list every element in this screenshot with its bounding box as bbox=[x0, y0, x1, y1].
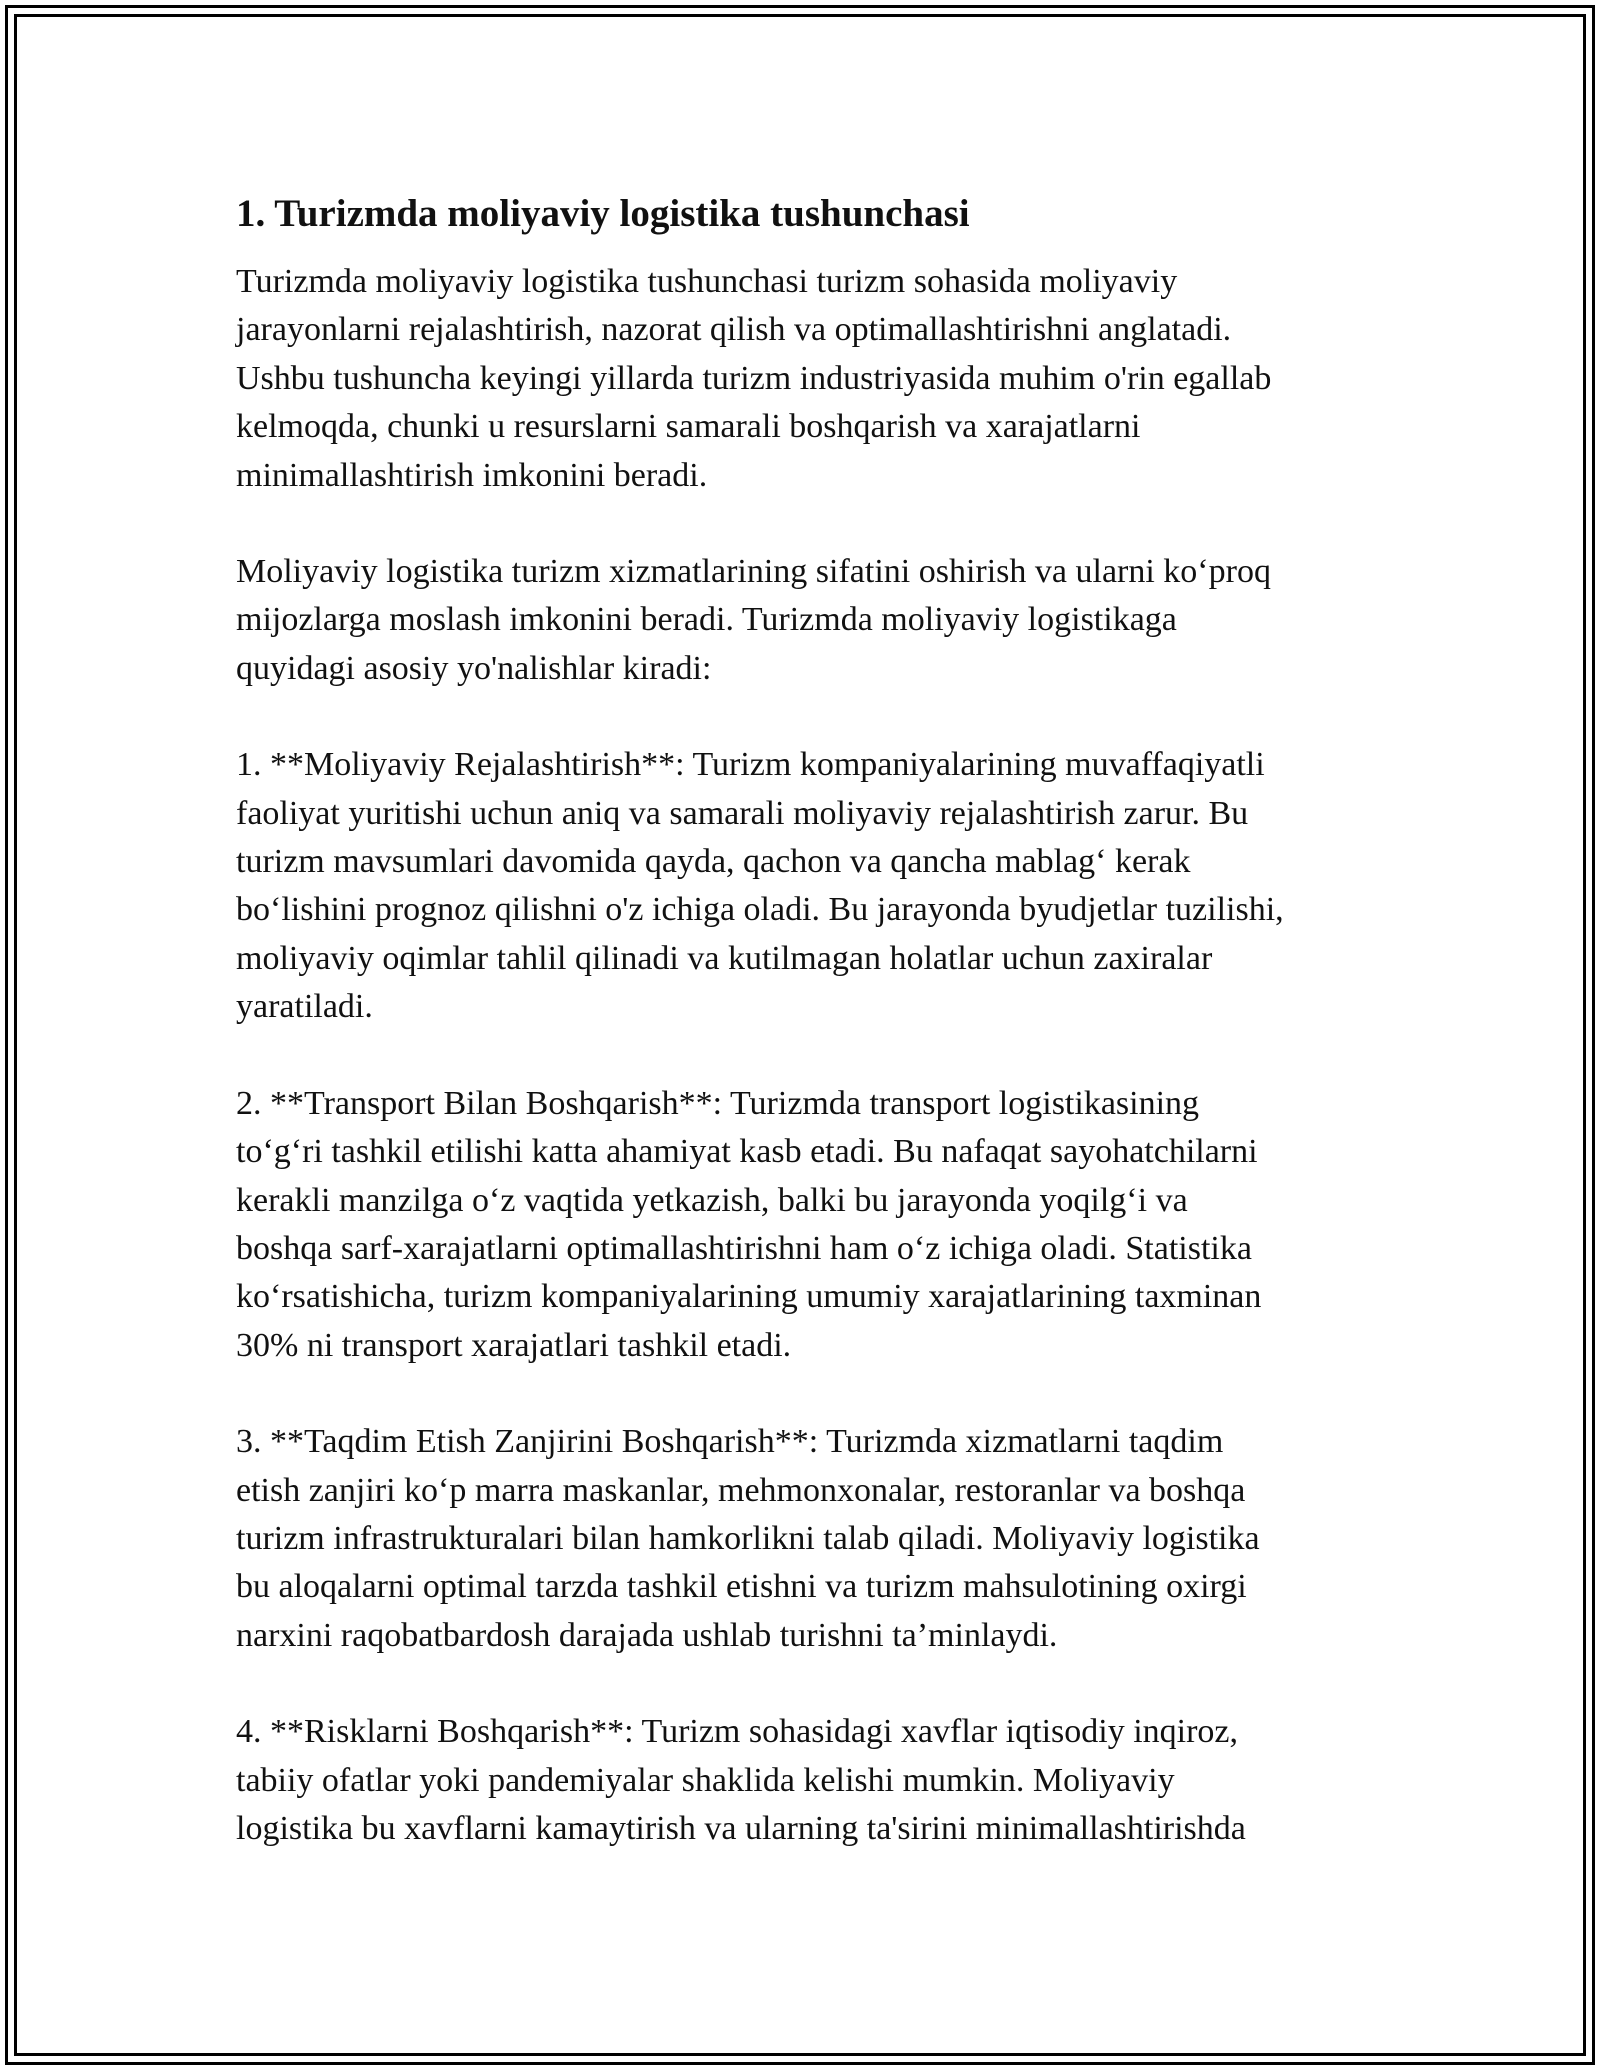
text-line: 3. **Taqdim Etish Zanjirini Boshqarish**: Turizmda xizmatlarni taqdim bbox=[236, 1423, 1224, 1461]
text-line: etish zanjiri ko‘p marra maskanlar, mehmonxonalar, restoranlar va boshqa bbox=[236, 1471, 1246, 1509]
list-item-financial-planning bbox=[236, 741, 1396, 1031]
text-line: 4. **Risklarni Boshqarish**: Turizm sohasidagi xavflar iqtisodiy inqiroz, bbox=[236, 1713, 1239, 1751]
document-body bbox=[236, 188, 1396, 1901]
text-line: boshqa sarf-xarajatlarni optimallashtirishni ham o‘z ichiga oladi. Statistika bbox=[236, 1229, 1252, 1267]
text-line: turizm infrastrukturalari bilan hamkorlikni talab qiladi. Moliyaviy logistika bbox=[236, 1519, 1260, 1557]
text-line: bu aloqalarni optimal tarzda tashkil etishni va turizm mahsulotining oxirgi bbox=[236, 1568, 1247, 1606]
text-line: 1. **Moliyaviy Rejalashtirish**: Turizm kompaniyalarining muvaffaqiyatli bbox=[236, 746, 1265, 784]
text-line: Moliyaviy logistika turizm xizmatlarining sifatini oshirish va ularni ko‘proq bbox=[236, 553, 1271, 591]
text-line: jarayonlarni rejalashtirish, nazorat qilish va optimallashtirishni anglatadi. bbox=[236, 311, 1232, 349]
text-line: ko‘rsatishicha, turizm kompaniyalarining umumiy xarajatlarining taxminan bbox=[236, 1278, 1262, 1316]
paragraph-intro bbox=[236, 258, 1396, 500]
text-line: bo‘lishini prognoz qilishni o'z ichiga oladi. Bu jarayonda byudjetlar tuzilishi, bbox=[236, 891, 1284, 929]
text-line: moliyaviy oqimlar tahlil qilinadi va kutilmagan holatlar uchun zaxiralar bbox=[236, 939, 1213, 977]
text-line: logistika bu xavflarni kamaytirish va ularning ta'sirini minimallashtirishda bbox=[236, 1809, 1246, 1847]
text-line: to‘g‘ri tashkil etilishi katta ahamiyat kasb etadi. Bu nafaqat sayohatchilarni bbox=[236, 1133, 1258, 1171]
text-line: turizm mavsumlari davomida qayda, qachon va qancha mablag‘ kerak bbox=[236, 843, 1191, 881]
text-line: quyidagi asosiy yo'nalishlar kiradi: bbox=[236, 649, 712, 687]
list-item-risk-management bbox=[236, 1708, 1396, 1853]
text-line: narxini raqobatbardosh darajada ushlab turishni ta’minlaydi. bbox=[236, 1616, 1058, 1654]
text-line: faoliyat yuritishi uchun aniq va samarali moliyaviy rejalashtirish zarur. Bu bbox=[236, 794, 1249, 832]
paragraph-directions bbox=[236, 548, 1396, 693]
text-line: Ushbu tushuncha keyingi yillarda turizm industriyasida muhim o'rin egallab bbox=[236, 359, 1272, 397]
page-title: 1. Turizmda moliyaviy logistika tushunchasi bbox=[236, 192, 970, 235]
text-line: mijozlarga moslash imkonini beradi. Turizmda moliyaviy logistikaga bbox=[236, 601, 1177, 639]
text-line: tabiiy ofatlar yoki pandemiyalar shaklida kelishi mumkin. Moliyaviy bbox=[236, 1761, 1175, 1799]
text-line: 30% ni transport xarajatlari tashkil etadi. bbox=[236, 1326, 792, 1364]
text-line: kelmoqda, chunki u resurslarni samarali boshqarish va xarajatlarni bbox=[236, 408, 1141, 446]
text-line: Turizmda moliyaviy logistika tushunchasi turizm sohasida moliyaviy bbox=[236, 263, 1178, 300]
text-line: yaratiladi. bbox=[236, 988, 373, 1026]
text-line: 2. **Transport Bilan Boshqarish**: Turizmda transport logistikasining bbox=[236, 1084, 1200, 1122]
list-item-supply-chain bbox=[236, 1418, 1396, 1660]
list-item-transport-management bbox=[236, 1080, 1396, 1370]
text-line: minimallashtirish imkonini beradi. bbox=[236, 456, 708, 494]
text-line: kerakli manzilga o‘z vaqtida yetkazish, balki bu jarayonda yoqilg‘i va bbox=[236, 1181, 1188, 1219]
